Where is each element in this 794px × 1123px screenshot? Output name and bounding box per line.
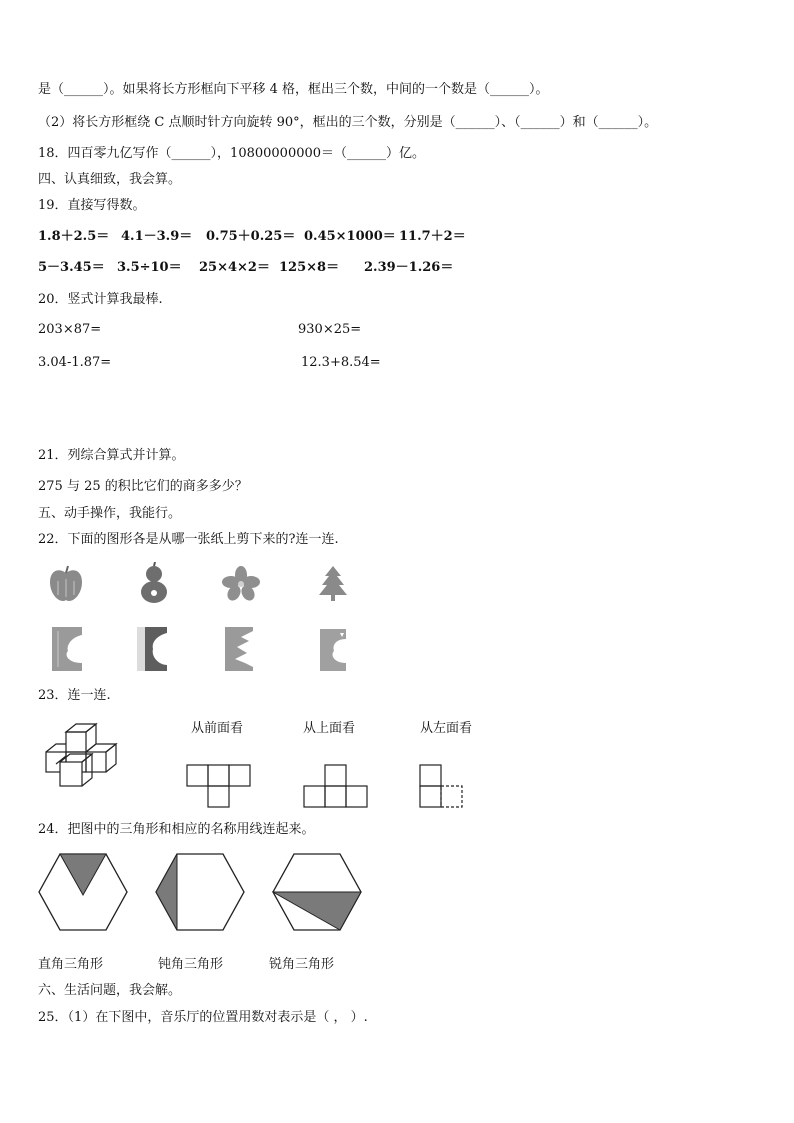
vertical-calc-item: 203×87= [38,322,102,337]
paper-cut-3-icon [225,627,253,671]
calc-item: 2.39－1.26＝ [364,260,454,275]
gourd-icon [138,562,170,604]
vertical-calc-item: 12.3+8.54= [301,355,381,370]
triangle-label-obtuse: 钝角三角形 [158,957,224,972]
question-21-text: 275 与 25 的积比它们的商多多少？ [38,479,248,494]
vertical-calc-item: 3.04-1.87= [38,355,112,370]
view-label-left: 从左面看 [420,721,473,736]
text-line-1: 是（______）。如果将长方形框向下平移 4 格，框出三个数，中间的一个数是（______）。 [38,82,549,97]
hexagon-acute-triangle-icon [272,853,362,931]
question-20: 20．竖式计算我最棒. [38,292,163,307]
view-shape-1-icon [186,764,252,808]
paper-cut-4-icon [320,629,346,671]
section-4-heading: 四、认真细致，我会算。 [38,172,182,187]
question-18: 18．四百零九亿写作（______），10800000000＝（______）亿。 [38,146,426,161]
apple-icon [48,565,84,603]
paper-cut-1-icon [52,627,82,671]
calc-item: 11.7＋2＝ [399,229,466,244]
triangle-label-right: 直角三角形 [38,957,104,972]
section-6-heading: 六、生活问题，我会解。 [38,983,182,998]
tree-icon [318,566,348,602]
triangle-label-acute: 锐角三角形 [269,957,335,972]
calc-item: 1.8＋2.5＝ [38,229,110,244]
calc-item: 0.45×1000＝ [304,229,396,244]
view-label-front: 从前面看 [191,721,244,736]
calc-item: 25×4×2＝ [199,260,270,275]
section-5-heading: 五、动手操作，我能行。 [38,506,182,521]
hexagon-obtuse-triangle-icon [155,853,245,931]
cube-stack-icon [40,722,130,792]
paper-cut-2-icon [137,627,167,671]
question-22: 22．下面的图形各是从哪一张纸上剪下来的?连一连. [38,532,339,547]
calc-item: 125×8＝ [279,260,340,275]
calc-item: 0.75＋0.25＝ [206,229,296,244]
view-shape-2-icon [303,764,369,808]
question-24: 24．把图中的三角形和相应的名称用线连起来。 [38,822,315,837]
calc-item: 5－3.45＝ [38,260,105,275]
hexagon-right-triangle-icon [38,853,128,931]
calc-item: 4.1－3.9＝ [121,229,193,244]
view-shape-3-icon [419,764,467,808]
view-label-top: 从上面看 [303,721,356,736]
question-23: 23．连一连. [38,688,111,703]
question-19: 19．直接写得数。 [38,198,146,213]
vertical-calc-item: 930×25= [298,322,362,337]
calc-item: 3.5÷10＝ [117,260,182,275]
question-21: 21．列综合算式并计算。 [38,448,185,463]
question-17-part-2: （2）将长方形框绕 C 点顺时针方向旋转 90°，框出的三个数，分别是（______）、（______）和（______）。 [38,115,658,130]
question-25: 25．（1）在下图中，音乐厅的位置用数对表示是（ ， ）. [38,1010,368,1025]
flower-icon [221,566,261,602]
